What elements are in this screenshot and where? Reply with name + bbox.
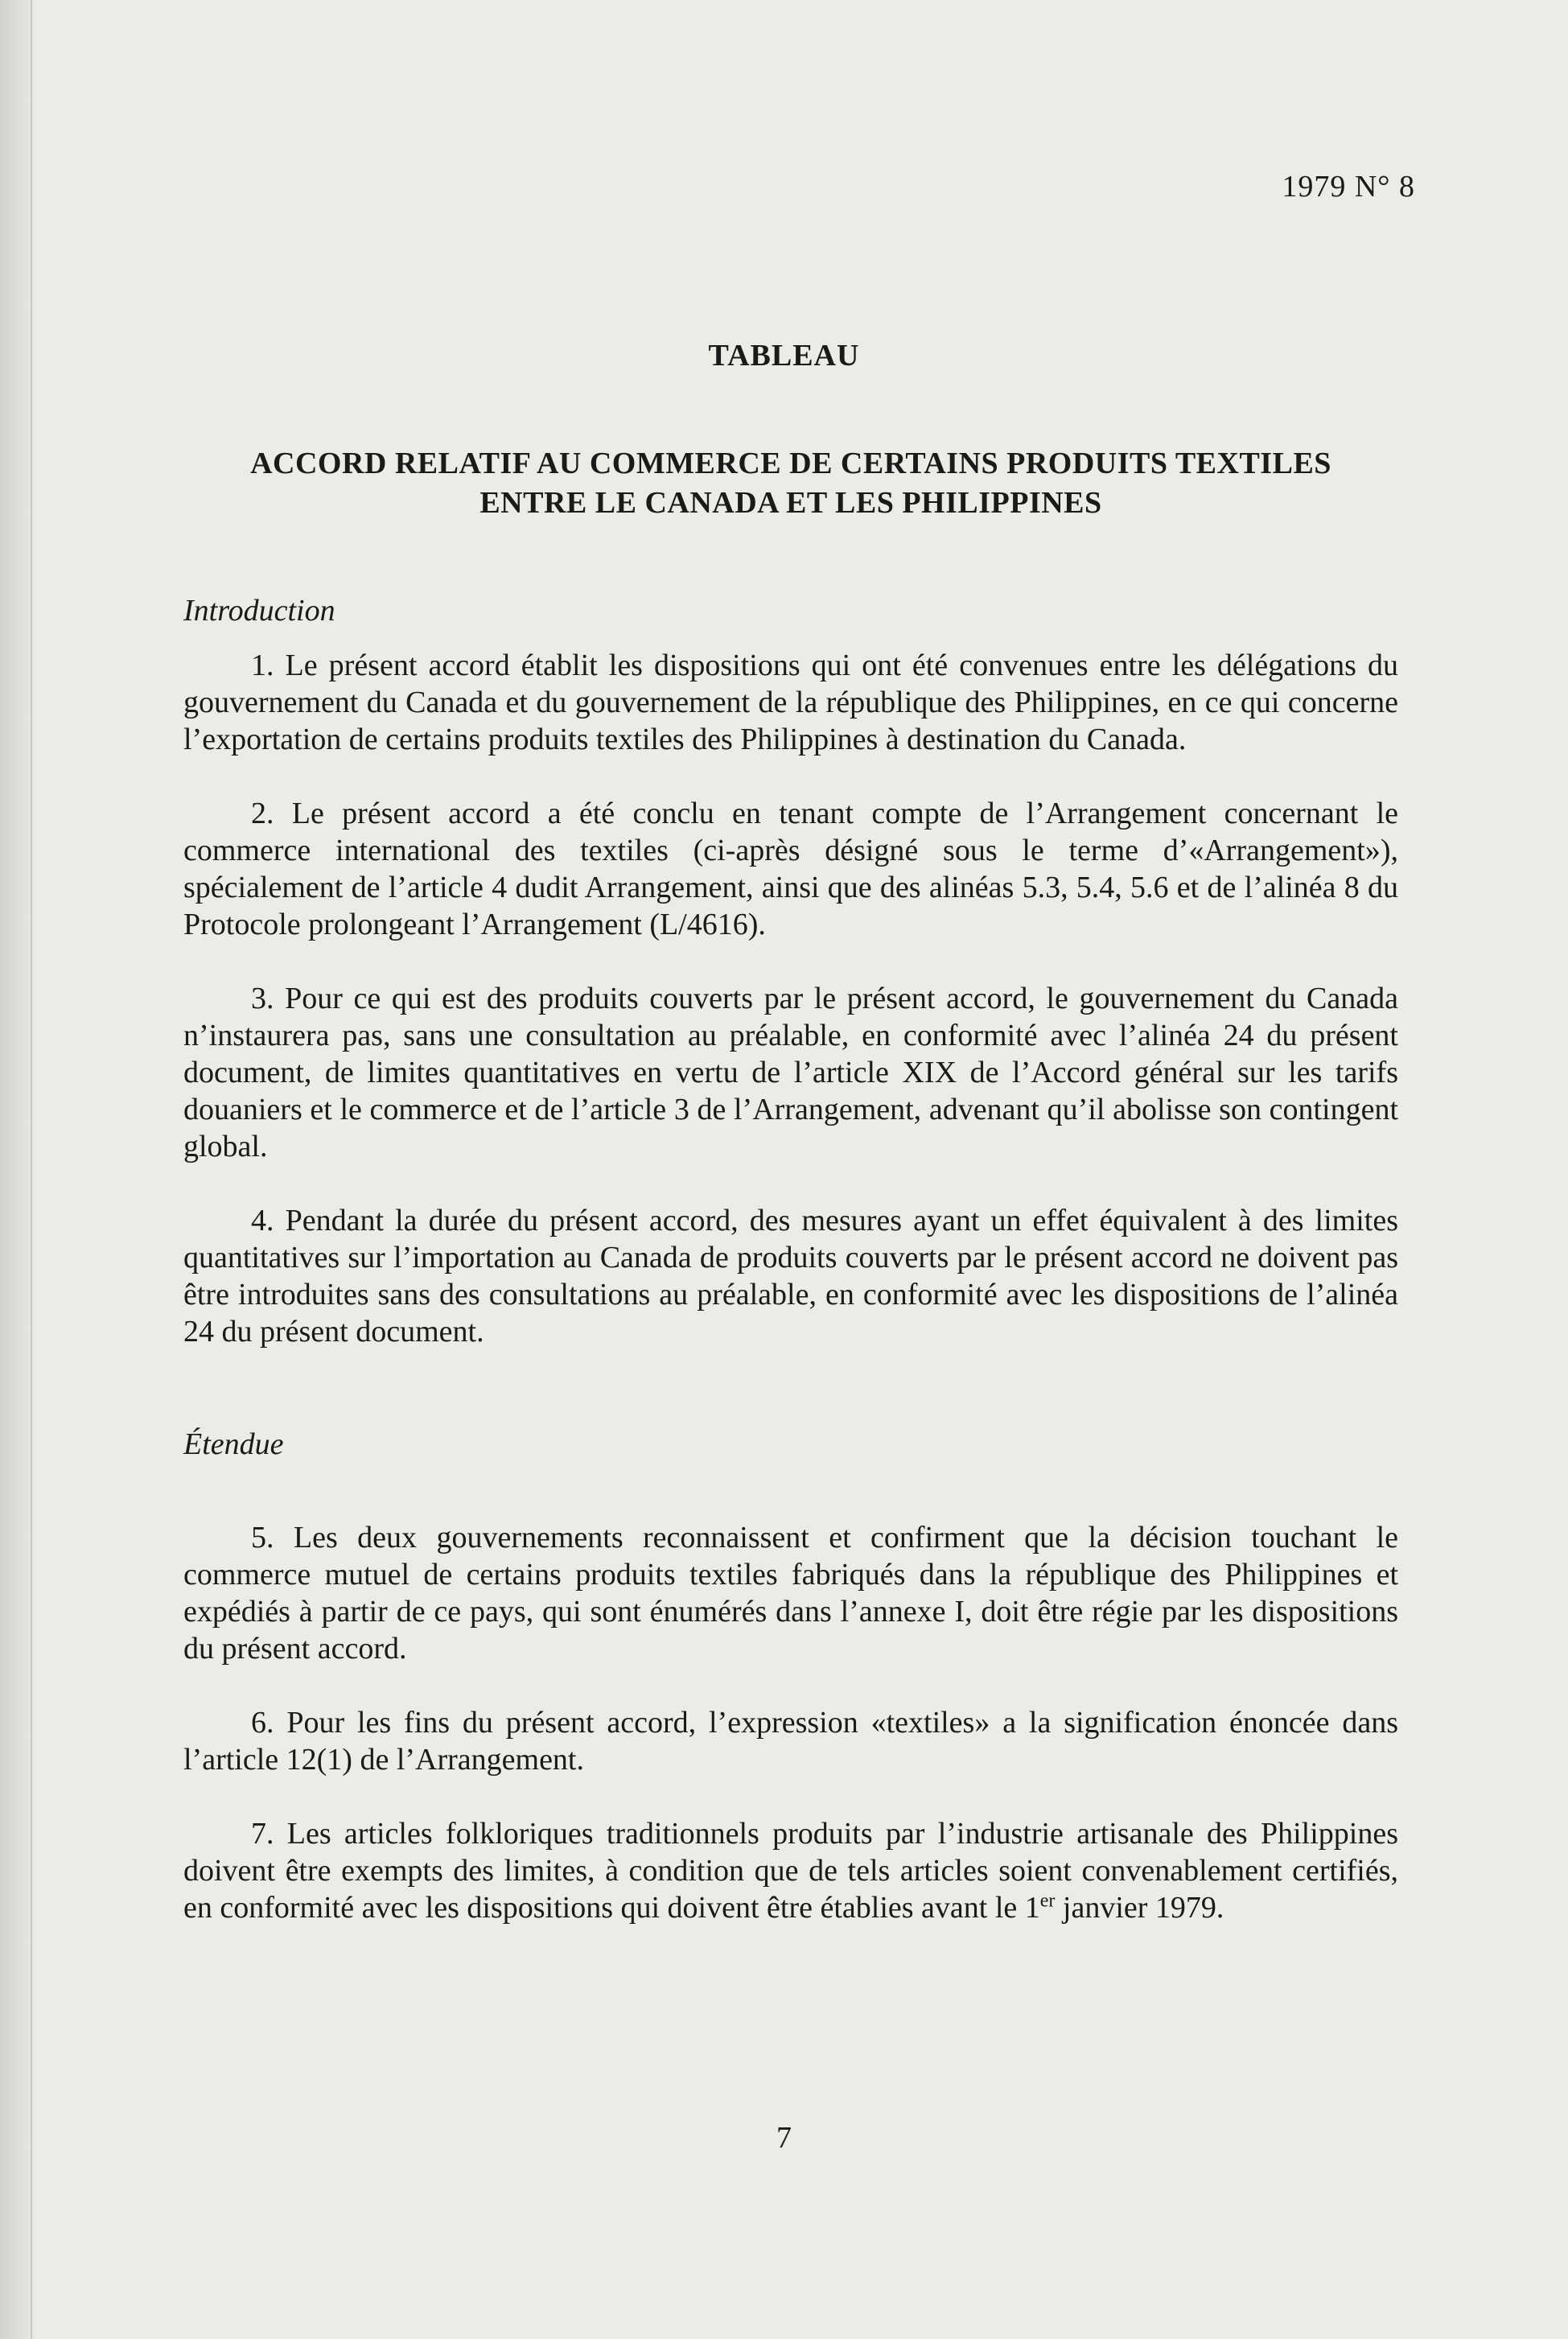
document-reference: 1979 N° 8 bbox=[1282, 170, 1415, 204]
section-heading-introduction: Introduction bbox=[183, 594, 335, 628]
paragraph-7-superscript: er bbox=[1039, 1890, 1056, 1912]
subtitle-line-1: ACCORD RELATIF AU COMMERCE DE CERTAINS PRODUITS TEXTILES bbox=[250, 447, 1331, 480]
document-title: TABLEAU bbox=[708, 339, 860, 373]
subtitle-line-2: ENTRE LE CANADA ET LES PHILIPPINES bbox=[479, 486, 1102, 520]
paragraph-5: 5. Les deux gouvernements reconnaissent et confirment que la décision touchant le commerce mutuel de certains produits textiles fabriqués dans la république des Philippines et expédiés à partir de ce pays, qui sont énumérés dans l’annexe I, doit être régie par les dispositions du présent accord. bbox=[183, 1521, 1398, 1666]
page-number: 7 bbox=[776, 2121, 792, 2155]
document-body bbox=[183, 592, 1398, 1926]
paragraph-1: 1. Le présent accord établit les dispositions qui ont été convenues entre les délégations du gouvernement du Canada et du gouvernement de la république des Philippines, en ce qui concerne l’exportation de certains produits textiles des Philippines à destination du Canada. bbox=[183, 649, 1398, 756]
paragraph-3: 3. Pour ce qui est des produits couverts par le présent accord, le gouvernement du Canada n’instaurera pas, sans une consultation au préalable, en conformité avec l’alinéa 24 du présent document, de limites quantitatives en vertu de l’article XIX de l’Accord général sur les tarifs douaniers et le commerce et de l’article 3 de l’Arrangement, advenant qu’il abolisse son contingent global. bbox=[183, 982, 1398, 1163]
paragraph-7-end: janvier 1979. bbox=[1055, 1891, 1224, 1925]
paragraph-4: 4. Pendant la durée du présent accord, des mesures ayant un effet équivalent à des limites quantitatives sur l’importation au Canada de produits couverts par le présent accord ne doivent pas être introduites sans des consultations au préalable, en conformité avec les dispositions de l’alinéa 24 du présent document. bbox=[183, 1204, 1398, 1349]
paragraph-7 bbox=[183, 1815, 1398, 1926]
paragraph-2: 2. Le présent accord a été conclu en tenant compte de l’Arrangement concernant le commerce international des textiles (ci-après désigné sous le terme d’«Arrangement»), spécialement de l’article 4 dudit Arrangement, ainsi que des alinéas 5.3, 5.4, 5.6 et de l’alinéa 8 du Protocole prolongeant l’Arrangement (L/4616). bbox=[183, 797, 1398, 941]
document-subtitle bbox=[183, 444, 1398, 523]
section-heading-etendue: Étendue bbox=[183, 1427, 284, 1461]
paragraph-6: 6. Pour les fins du présent accord, l’expression «textiles» a la signification énoncée dans l’article 12(1) de l’Arrangement. bbox=[183, 1706, 1398, 1777]
paragraph-7-text: 7. Les articles folkloriques traditionnels produits par l’industrie artisanale des Philippines doivent être exempts des limites, à condition que de tels articles soient convenablement certifiés, en conformité avec les dispositions qui doivent être établies avant le 1 bbox=[183, 1817, 1398, 1925]
